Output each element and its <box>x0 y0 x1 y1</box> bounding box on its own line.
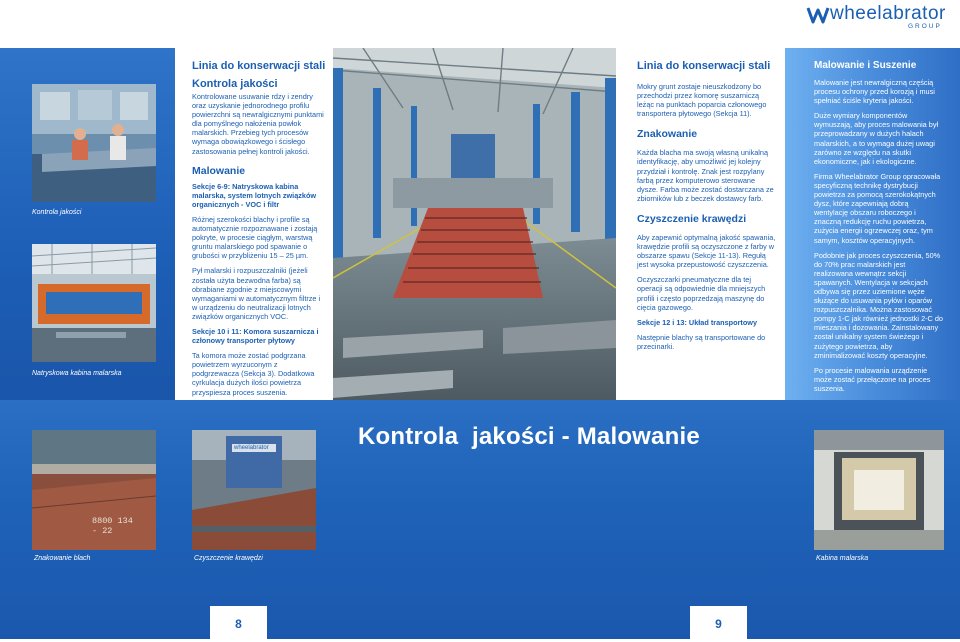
malowanie-paragraph-1: Różnej szerokości blachy i profile są automatycznie rozpoznawane i zostają pokryte, w procesie ciągłym, warstwą gruntu malarskiego pod spawanie o grubości w przybliżeniu 15 – 25 µm. <box>192 214 318 261</box>
far-right-header: Malowanie i Suszenie <box>814 60 917 71</box>
page-number-right: 9 <box>690 606 747 642</box>
caption-natryskowa: Natryskowa kabina malarska <box>32 370 122 377</box>
caption-znakowanie: Znakowanie blach <box>34 555 91 562</box>
far-right-paragraph-3: Firma Wheelabrator Group opracowała specyficzną technikę dystrybucji powietrza za pomocą szerokokątnych dysz, które zapewniają dobrą wentylację obszaru roboczego i znaczną redukcję ruchu powietrza, zużycia energii ogrzewczej oraz, tym samym, kosztów operacyjnych. <box>814 171 941 245</box>
photo-edge-cleaning <box>192 430 316 550</box>
section-title-kontrola: Kontrola jakości <box>192 78 278 90</box>
section-title-malowanie: Malowanie <box>192 164 246 177</box>
section-title-znakowanie: Znakowanie <box>637 128 698 141</box>
kontrola-text: Kontrolowane usuwanie rdzy i zendry oraz uzyskanie jednorodnego profilu powierzchni są newralgicznymi punktami dla pomyślnego nałożenia powłok malarskich. Przebieg tych procesów wymaga obowiązkowego i ścisłego zastosowania pełnej kontroli jakości. <box>192 92 324 156</box>
suszarnia-subheading: Sekcje 10 i 11: Komora suszarnicza i członowy transporter płytowy <box>192 326 319 346</box>
right-column-header: Linia do konserwacji stali <box>637 60 771 72</box>
far-right-paragraph-1: Malowanie jest newralgiczną częścią procesu ochrony przed korozją i musi spełniać ściśle kryteria jakości. <box>814 78 935 106</box>
czyszczenie-paragraph-1: Aby zapewnić optymalną jakość spawania, krawędzie profili są oczyszczone z farby w obszarze spawu (Sekcje 11-13). Regułą jest wysoka przepustowość czyszczenia. <box>637 232 776 270</box>
caption-kabina: Kabina malarska <box>816 555 869 562</box>
brand-group: GROUP <box>908 23 942 30</box>
far-right-paragraph-2: Duże wymiary komponentów wymuszają, aby proces malowania był przeprowadzany w dużych halach malarskich, a to wymaga dużej uwagi zarówno ze względu na skutki ekonomiczne, jak i ekologiczne. <box>814 111 939 166</box>
suszarnia-paragraph: Ta komora może zostać podgrzana powietrzem wyrzuconym z podgrzewacza (Sekcja 3). Dodatkowa cyrkulacja dużych ilości powietrza przyspiesza proces suszenia. <box>192 351 315 397</box>
page-number-left: 8 <box>210 606 267 642</box>
far-right-paragraph-5: Po procesie malowania urządzenie może zostać przełączone na proces suszenia. <box>814 365 931 393</box>
caption-czyszczenie: Czyszczenie krawędzi <box>194 555 263 562</box>
malowanie-paragraph-2: Pył malarski i rozpuszczalniki (jeżeli została użyta bezwodna farba) są obrabiane zgodnie z miejscowymi wymaganiami w automatycznym filtrze i w urządzeniu do neutralizacji lotnych związków organicznych VOC. <box>192 266 321 321</box>
booth-logo-text: wheelabrator <box>234 445 269 451</box>
transport-paragraph: Następnie blachy są transportowane do przecinarki. <box>637 332 766 351</box>
caption-kontrola: Kontrola jakości <box>32 209 82 216</box>
czyszczenie-paragraph-2: Oczyszczarki pneumatyczne dla tej operacji są odpowiednie dla mniejszych profili i często poprzedzają maszynę do cięcia gazowego. <box>637 275 766 312</box>
page-title: Kontrola jakości - Malowanie <box>358 423 700 450</box>
left-text-column <box>192 60 326 403</box>
brand-logo <box>806 2 956 32</box>
photo-quality-control <box>32 84 156 202</box>
left-column-header: Linia do konserwacji stali <box>192 60 326 72</box>
far-right-text-column <box>814 60 944 399</box>
far-right-paragraph-4: Podobnie jak proces czyszczenia, 50% do 70% prac malarskich jest realizowana wewnątrz sekcji spawanych. Wentylacja w sekcjach odbywa się przez uziemione węże służące do usuwania pyłów i oparów rozpuszczalnika. Można zastosować pompy 1-C jak również jednostki 2-C do mieszania i dozowania. Zainstalowany został unikalny system świeżego i zużytego powietrza, aby zminimalizować koszty operacyjne. <box>814 250 943 360</box>
photo-plate-marking <box>32 430 156 550</box>
malowanie-subheading: Sekcje 6-9: Natryskowa kabina malarska, system lotnych związków organicznych - VOC i filtr <box>192 181 317 209</box>
right-text-column <box>637 60 777 357</box>
transport-subheading: Sekcje 12 i 13: Układ transportowy <box>637 317 758 327</box>
photo-factory-hall <box>333 48 616 400</box>
section-title-czyszczenie: Czyszczenie krawędzi <box>637 212 747 225</box>
photo-spray-booth <box>32 244 156 362</box>
znakowanie-text: Każda blacha ma swoją własną unikalną identyfikację, aby umożliwić jej kolejny przydział i kontrolę. Znak jest rozpylany farbą przez komputerowo sterowane dysze. Farba może zostać dostarczana ze zbiorników lub z beczek dostawcy farb. <box>637 148 774 203</box>
right-paragraph-1: Mokry grunt zostaje nieuszkodzony bo przechodzi przez komorę suszarniczą leżąc na punktach poparcia członowego transportera płytowego (Sekcja 11). <box>637 82 767 119</box>
photo-paint-booth <box>814 430 944 550</box>
plate-marking-text: 8800 134 - 22 <box>92 516 133 536</box>
brand-name: wheelabrator <box>830 3 946 24</box>
logo-mark-icon <box>806 4 830 26</box>
